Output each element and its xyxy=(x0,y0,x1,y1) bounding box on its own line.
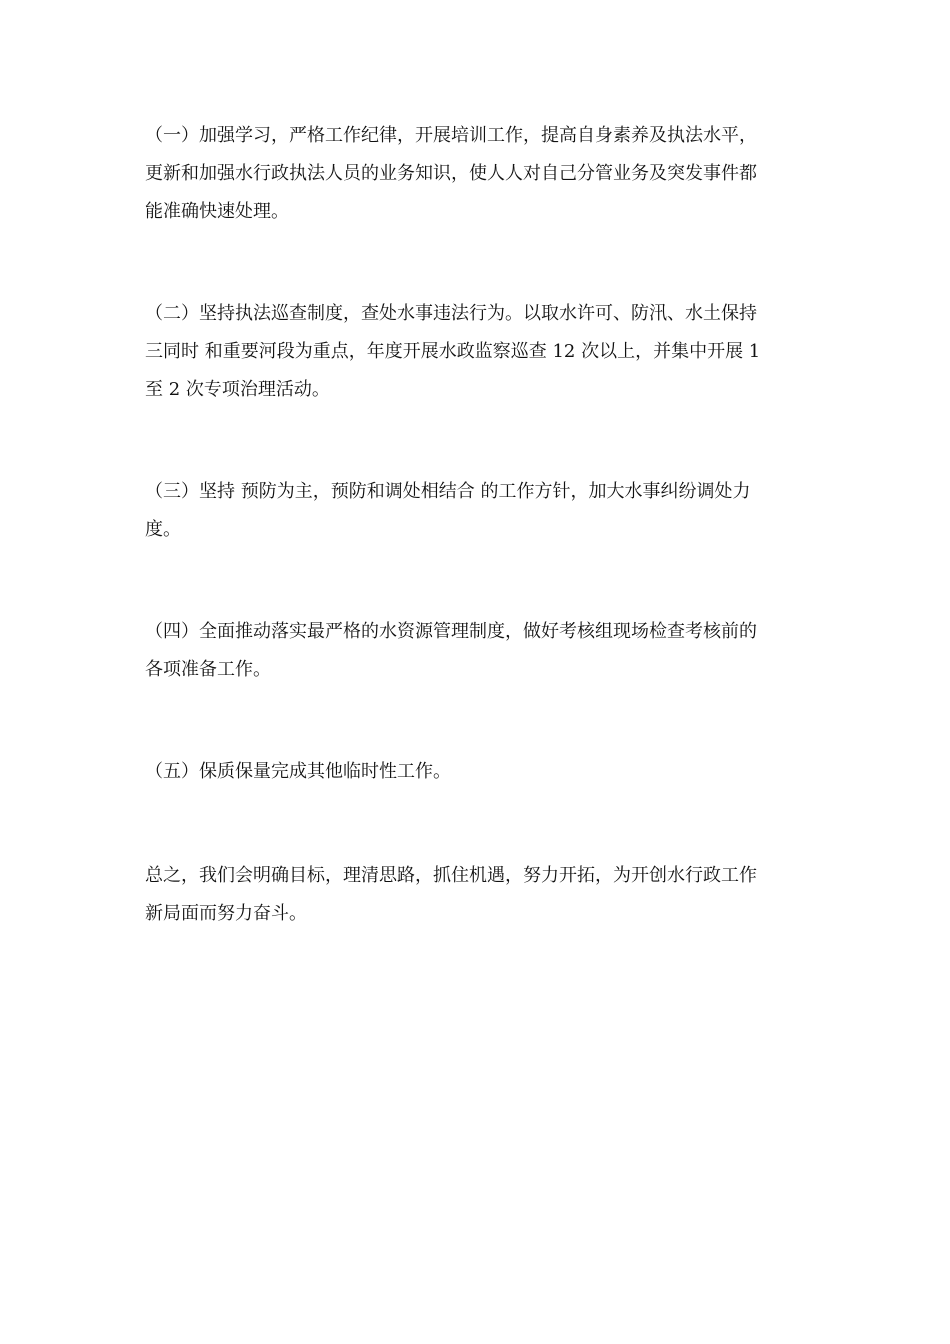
paragraph-2 xyxy=(145,295,810,409)
paragraph-4-line-2: 各项准备工作。 xyxy=(145,659,271,680)
paragraph-1-line-2: 更新和加强水行政执法人员的业务知识，使人人对自己分管业务及突发事件都 xyxy=(145,163,757,184)
paragraph-6 xyxy=(145,857,810,933)
paragraph-3 xyxy=(145,473,810,549)
paragraph-6-line-2: 新局面而努力奋斗。 xyxy=(145,903,307,924)
paragraph-6-line-1: 总之，我们会明确目标，理清思路，抓住机遇，努力开拓，为开创水行政工作 xyxy=(145,865,757,886)
paragraph-4-line-1: （四）全面推动落实最严格的水资源管理制度，做好考核组现场检查考核前的 xyxy=(145,621,757,642)
paragraph-1 xyxy=(145,117,810,231)
paragraph-1-line-1: （一）加强学习，严格工作纪律，开展培训工作，提高自身素养及执法水平， xyxy=(145,125,757,146)
paragraph-1-line-3: 能准确快速处理。 xyxy=(145,201,289,222)
paragraph-5 xyxy=(145,753,810,791)
paragraph-4 xyxy=(145,613,810,689)
paragraph-2-line-2: 三同时 和重要河段为重点，年度开展水政监察巡查 12 次以上，并集中开展 1 xyxy=(145,341,761,362)
paragraph-3-line-2: 度。 xyxy=(145,519,181,540)
paragraph-3-line-1: （三）坚持 预防为主，预防和调处相结合 的工作方针，加大水事纠纷调处力 xyxy=(145,481,751,502)
paragraph-5-line-1: （五）保质保量完成其他临时性工作。 xyxy=(145,761,451,782)
paragraph-2-line-1: （二）坚持执法巡查制度，查处水事违法行为。以取水许可、防汛、水土保持 xyxy=(145,303,757,324)
paragraph-2-line-3: 至 2 次专项治理活动。 xyxy=(145,379,330,400)
